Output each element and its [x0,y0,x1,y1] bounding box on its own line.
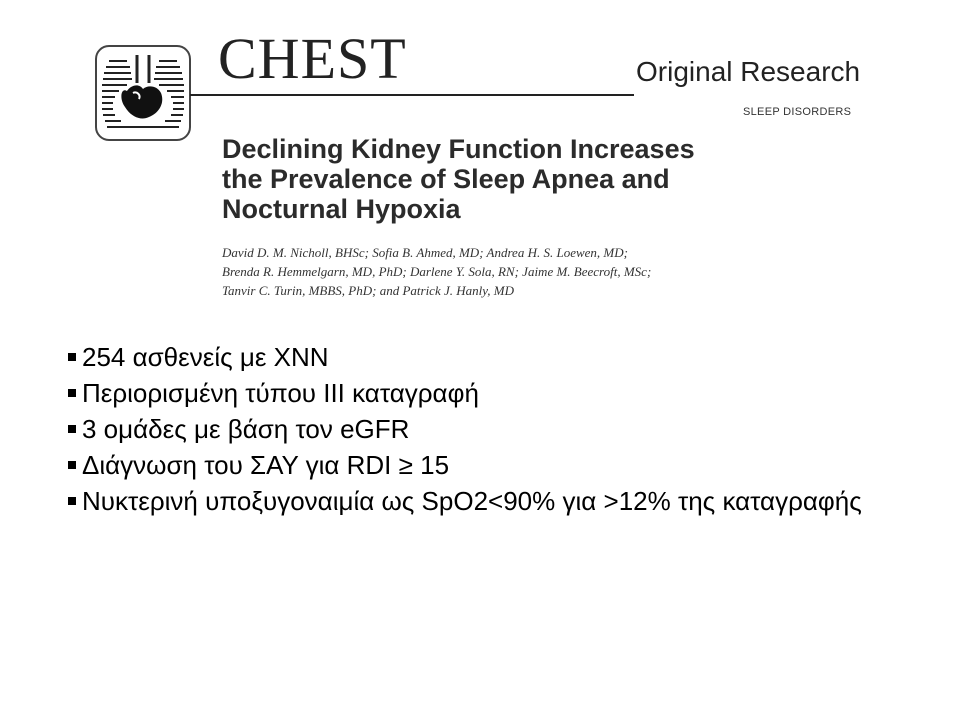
square-bullet-icon [68,497,76,505]
title-line: the Prevalence of Sleep Apnea and [222,164,670,194]
square-bullet-icon [68,425,76,433]
journal-name: CHEST [218,26,407,91]
bullet-item [68,483,928,519]
author-list [222,243,822,300]
bullet-item [68,411,928,447]
bullet-text: 254 ασθενείς με ΧΝΝ [82,342,329,372]
masthead-rule [190,94,634,96]
bullet-item [68,339,928,375]
section-label: Original Research [636,56,861,87]
bullet-text: Περιορισμένη τύπου ΙΙΙ καταγραφή [82,378,479,408]
bullet-text: 3 ομάδες με βάση τον eGFR [82,414,410,444]
title-line: Declining Kidney Function Increases [222,134,695,164]
subsection-label: SLEEP DISORDERS [743,106,852,118]
author-line: David D. M. Nicholl, BHSc; Sofia B. Ahmed, MD; Andrea H. S. Loewen, MD; [222,245,628,260]
author-line: Brenda R. Hemmelgarn, MD, PhD; Darlene Y. Sola, RN; Jaime M. Beecroft, MSc; [222,264,652,279]
journal-logo [95,45,191,141]
bullet-list [68,339,928,519]
bullet-text: Διάγνωση του ΣΑΥ για RDI ≥ 15 [82,450,450,480]
square-bullet-icon [68,389,76,397]
title-line: Nocturnal Hypoxia [222,194,461,224]
square-bullet-icon [68,353,76,361]
article-title [222,134,782,224]
bullet-item [68,447,928,483]
author-line: Tanvir C. Turin, MBBS, PhD; and Patrick J. Hanly, MD [222,283,515,298]
bullet-text: Νυκτερινή υποξυγοναιμία ως SpO2<90% για >12% της καταγραφής [82,486,862,516]
lungs-heart-logo-icon [97,47,189,139]
bullet-item [68,375,928,411]
square-bullet-icon [68,461,76,469]
